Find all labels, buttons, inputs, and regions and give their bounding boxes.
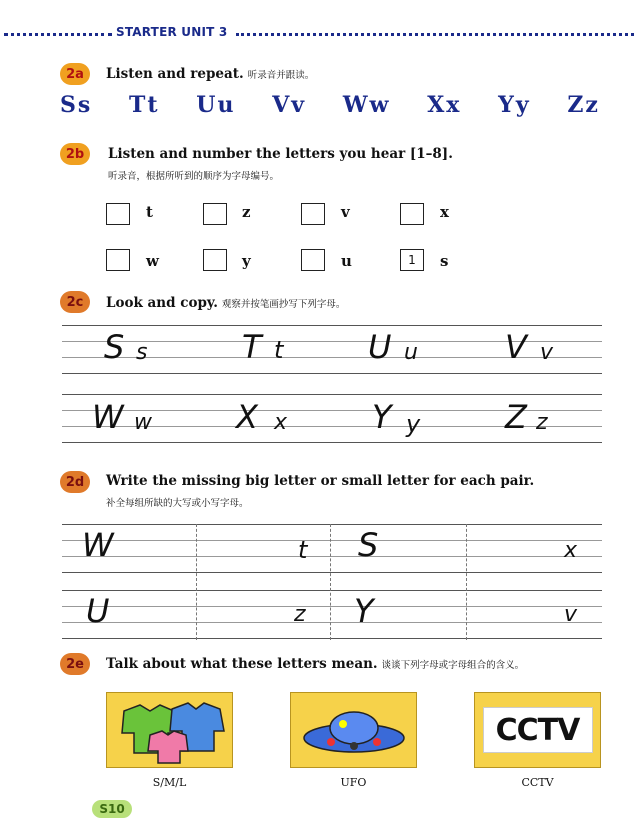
section-2a-title-en: Listen and repeat. (106, 66, 244, 82)
copy-letter-small: v (540, 340, 554, 365)
badge-2d: 2d (60, 471, 90, 493)
given-letter: x (564, 538, 578, 563)
number-box[interactable] (400, 203, 424, 225)
number-box[interactable] (301, 249, 325, 271)
section-2b-title: Listen and number the letters you hear [1–8]. (108, 146, 453, 162)
number-box[interactable]: 1 (400, 249, 424, 271)
number-box[interactable] (203, 203, 227, 225)
number-box[interactable] (106, 249, 130, 271)
copy-letter-small: t (274, 336, 284, 364)
given-letter: W (82, 526, 114, 564)
copy-letter-big: X (236, 398, 258, 436)
section-2a-title-cn: 听录音并跟读。 (247, 70, 315, 81)
box-letter: w (146, 252, 159, 270)
header-dots-left (4, 33, 112, 36)
letter-pair: Vv (272, 92, 307, 118)
writing-lines-2d-row1 (62, 524, 602, 574)
section-2c-title (106, 295, 345, 311)
caption: UFO (340, 776, 367, 789)
box-letter: u (341, 252, 352, 270)
header-dots-right (236, 33, 634, 36)
ufo-picture (290, 692, 417, 768)
copy-letter-big: U (368, 328, 392, 366)
section-2c-title-en: Look and copy. (106, 295, 218, 311)
letter-pair: Zz (567, 92, 600, 118)
box-letter: z (242, 203, 251, 221)
letter-pair: Tt (129, 92, 160, 118)
section-2d-cn: 补全每组所缺的大写或小写字母。 (106, 498, 249, 509)
number-box[interactable] (106, 203, 130, 225)
badge-2c: 2c (60, 291, 90, 313)
caption: CCTV (521, 776, 554, 789)
letter-pair: Ss (60, 92, 93, 118)
badge-2e: 2e (60, 653, 90, 675)
copy-letter-small: y (406, 410, 421, 438)
section-2c-title-cn: 观察并按笔画抄写下列字母。 (221, 299, 346, 310)
copy-letter-big: Z (505, 398, 527, 436)
cctv-logo: CCTV (495, 712, 580, 748)
copy-letter-big: V (505, 328, 527, 366)
given-letter: U (86, 592, 110, 630)
sml-picture (106, 692, 233, 768)
letter-pair: Yy (498, 92, 531, 118)
divider (196, 524, 197, 640)
box-letter: t (146, 203, 153, 221)
copy-letter-small: w (134, 410, 152, 435)
copy-letter-small: x (274, 410, 288, 435)
section-2b-cn: 听录音，根据所听到的顺序为字母编号。 (108, 171, 280, 182)
given-letter: Y (354, 592, 374, 630)
number-box[interactable] (301, 203, 325, 225)
given-letter: v (564, 602, 578, 627)
section-2a-title (106, 66, 314, 82)
given-letter: S (358, 526, 379, 564)
copy-letter-small: u (404, 340, 418, 365)
letter-pair: Ww (342, 92, 391, 118)
box-letter: v (341, 203, 350, 221)
letter-pair: Uu (196, 92, 236, 118)
badge-2b: 2b (60, 143, 90, 165)
section-2e-title-en: Talk about what these letters mean. (106, 656, 378, 672)
ufo-icon (299, 700, 409, 760)
number-box[interactable] (203, 249, 227, 271)
box-letter: x (440, 203, 449, 221)
copy-letter-small: s (136, 340, 148, 365)
section-2e-title-cn: 谈谈下列字母或字母组合的含义。 (381, 660, 525, 671)
copy-letter-small: z (536, 410, 548, 435)
letter-pair: Xx (427, 92, 462, 118)
letter-pairs-row (60, 92, 600, 118)
badge-2a: 2a (60, 63, 90, 85)
section-2e-title (106, 656, 524, 672)
box-letter: y (242, 252, 251, 270)
divider (330, 524, 331, 640)
given-letter: z (294, 602, 306, 627)
section-2d-title: Write the missing big letter or small letter for each pair. (106, 473, 535, 489)
box-letter: s (440, 252, 449, 270)
caption: S/M/L (152, 776, 187, 789)
unit-title: STARTER UNIT 3 (116, 25, 228, 39)
sweaters-icon (110, 695, 230, 765)
cctv-picture (474, 692, 601, 768)
page-number: S10 (92, 800, 132, 818)
divider (466, 524, 467, 640)
writing-lines-2d-row2 (62, 590, 602, 640)
given-letter: t (298, 536, 308, 564)
copy-letter-big: Y (372, 398, 392, 436)
copy-letter-big: T (242, 328, 262, 366)
copy-letter-big: S (104, 328, 125, 366)
copy-letter-big: W (92, 398, 124, 436)
